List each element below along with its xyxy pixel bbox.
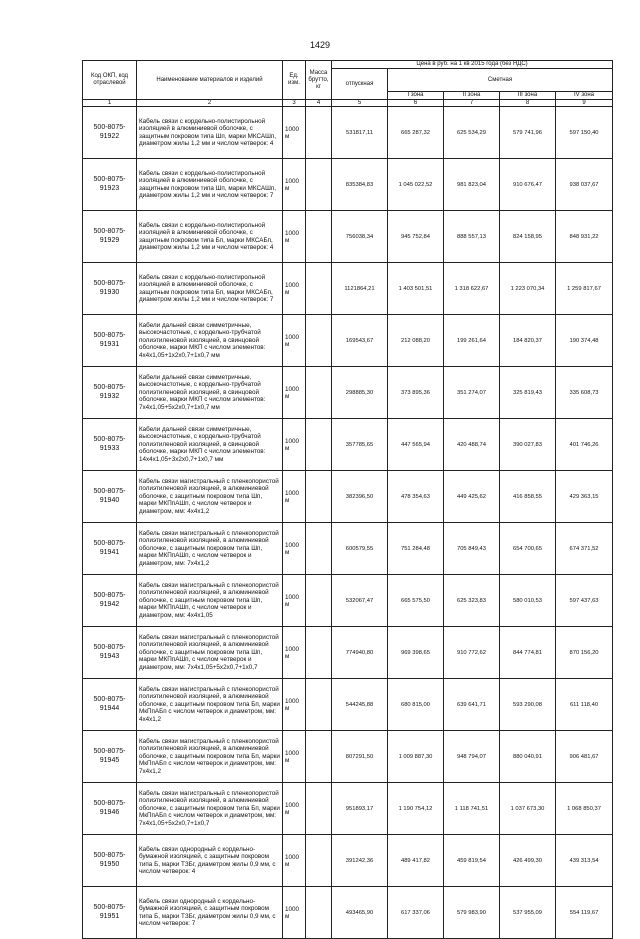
mass-cell — [306, 575, 332, 627]
unit-cell: 1000 м — [283, 835, 306, 887]
release-price-cell: 531817,11 — [332, 107, 388, 159]
table-body — [83, 107, 613, 939]
mass-cell — [306, 211, 332, 263]
zone-3-price-cell: 824 158,95 — [500, 211, 556, 263]
table-row — [83, 107, 613, 159]
okp-code-cell: 500-8075-91940 — [83, 471, 137, 523]
zone-2-price-cell: 351 274,07 — [444, 367, 500, 419]
table-row — [83, 887, 613, 939]
zone-1-price-cell: 969 398,65 — [388, 627, 444, 679]
okp-code-cell: 500-8075-91950 — [83, 835, 137, 887]
material-name-cell: Кабель связи с кордельно-полистирольной изоляцией в алюминиевой оболочке, с защитным покровом типа Шп, марки МКСАШп, диаметром жилы 1,2 мм и числом четверок: 4 — [137, 107, 283, 159]
release-price-cell: 600579,55 — [332, 523, 388, 575]
col-number: 6 — [388, 100, 444, 107]
zone-4-price-cell: 938 037,67 — [556, 159, 613, 211]
okp-code-cell: 500-8075-91946 — [83, 783, 137, 835]
zone-3-price-cell: 880 040,91 — [500, 731, 556, 783]
unit-cell: 1000 м — [283, 419, 306, 471]
okp-code-cell: 500-8075-91930 — [83, 263, 137, 315]
okp-code-cell: 500-8075-91941 — [83, 523, 137, 575]
mass-cell — [306, 679, 332, 731]
table-row — [83, 367, 613, 419]
table-row — [83, 523, 613, 575]
unit-cell: 1000 м — [283, 107, 306, 159]
okp-code-cell: 500-8075-91929 — [83, 211, 137, 263]
material-name-cell: Кабель связи магистральный с пленкопористой полиэтиленовой изоляцией, в алюминиевой оболочке, с защитным покровом типа Бп, марки МкПпАБп с числом четверок и диаметром, мм: 7х4х1,2 — [137, 731, 283, 783]
zone-3-price-cell: 654 700,65 — [500, 523, 556, 575]
unit-cell: 1000 м — [283, 679, 306, 731]
release-price-cell: 169543,67 — [332, 315, 388, 367]
mass-cell — [306, 471, 332, 523]
zone-1-price-cell: 680 815,00 — [388, 679, 444, 731]
release-price-cell: 835384,83 — [332, 159, 388, 211]
zone-1-price-cell: 373 895,36 — [388, 367, 444, 419]
zone-2-price-cell: 1 118 741,51 — [444, 783, 500, 835]
okp-code-cell: 500-8075-91942 — [83, 575, 137, 627]
table-row — [83, 731, 613, 783]
material-name-cell: Кабель связи магистральный с пленкопористой полиэтиленовой изоляцией, в алюминиевой оболочке, с защитным покровом типа Бп, марки МкПпАБп с числом четверок и диаметром, мм: 4х4х1,2 — [137, 679, 283, 731]
mass-cell — [306, 419, 332, 471]
material-name-cell: Кабель связи магистральный с пленкопористой полиэтиленовой изоляцией, в алюминиевой оболочке, с защитным покровом типа Шп, марки МКПпАШп, с числом четверок и диаметром, мм: 7х4х1,2 — [137, 523, 283, 575]
release-price-cell: 532067,47 — [332, 575, 388, 627]
zone-3-price-cell: 910 676,47 — [500, 159, 556, 211]
column-number-row — [83, 100, 613, 107]
zone-2-price-cell: 948 794,07 — [444, 731, 500, 783]
zone-2-price-cell: 910 772,62 — [444, 627, 500, 679]
unit-cell: 1000 м — [283, 887, 306, 939]
zone-3-price-cell: 1 037 673,30 — [500, 783, 556, 835]
okp-code-cell: 500-8075-91922 — [83, 107, 137, 159]
zone-3-price-cell: 390 027,83 — [500, 419, 556, 471]
release-price-cell: 807291,50 — [332, 731, 388, 783]
table-row — [83, 263, 613, 315]
material-name-cell: Кабели дальней связи симметричные, высокочастотные, с кордельно-трубчатой полиэтиленовой изоляцией, в свинцовой оболочке, марки МКП с числом элементов: 7х4х1,05+5х2х0,7+1х0,7 мм — [137, 367, 283, 419]
zone-1-price-cell: 1 403 501,51 — [388, 263, 444, 315]
header-estimate: Сметная — [388, 69, 613, 92]
mass-cell — [306, 731, 332, 783]
col-number: 8 — [500, 100, 556, 107]
table-row — [83, 419, 613, 471]
header-zone-2: II зона — [444, 92, 500, 100]
header-name: Наименование материалов и изделий — [137, 61, 283, 100]
table-row — [83, 835, 613, 887]
mass-cell — [306, 783, 332, 835]
zone-2-price-cell: 459 819,54 — [444, 835, 500, 887]
okp-code-cell: 500-8075-91932 — [83, 367, 137, 419]
header-price-group: Цена в руб. на 1 кв 2015 года (без НДС) — [332, 61, 613, 69]
unit-cell: 1000 м — [283, 523, 306, 575]
okp-code-cell: 500-8075-91923 — [83, 159, 137, 211]
material-name-cell: Кабели дальней связи симметричные, высокочастотные, с кордельно-трубчатой полиэтиленовой изоляцией, в свинцовой оболочке, марки МКП с числом элементов: 4х4х1,05+1х2х0,7+1х0,7 мм — [137, 315, 283, 367]
zone-4-price-cell: 401 746,26 — [556, 419, 613, 471]
zone-2-price-cell: 449 425,62 — [444, 471, 500, 523]
col-number: 2 — [137, 100, 283, 107]
zone-4-price-cell: 870 156,20 — [556, 627, 613, 679]
zone-3-price-cell: 593 290,08 — [500, 679, 556, 731]
unit-cell: 1000 м — [283, 575, 306, 627]
zone-3-price-cell: 1 223 070,34 — [500, 263, 556, 315]
zone-3-price-cell: 580 010,53 — [500, 575, 556, 627]
material-name-cell: Кабель связи магистральный с пленкопористой полиэтиленовой изоляцией, в алюминиевой оболочке, с защитным покровом типа Шп, марки МКПпАШп, с числом четверок и диаметром, мм: 4х4х1,05 — [137, 575, 283, 627]
mass-cell — [306, 835, 332, 887]
material-name-cell: Кабель связи однородный с кордельно-бумажной изоляцией, с защитным покровом типа Б, марки ТЗБг, диаметром жилы 0,9 мм, с числом четверок: 4 — [137, 835, 283, 887]
zone-3-price-cell: 537 955,09 — [500, 887, 556, 939]
material-name-cell: Кабель связи однородный с кордельно-бумажной изоляцией, с защитным покровом типа Б, марки ТЗБг, диаметром жилы 0,9 мм, с числом четверок: 7 — [137, 887, 283, 939]
mass-cell — [306, 523, 332, 575]
zone-4-price-cell: 848 931,22 — [556, 211, 613, 263]
zone-2-price-cell: 199 261,64 — [444, 315, 500, 367]
col-number: 5 — [332, 100, 388, 107]
release-price-cell: 756038,34 — [332, 211, 388, 263]
zone-4-price-cell: 554 119,67 — [556, 887, 613, 939]
release-price-cell: 1121864,21 — [332, 263, 388, 315]
release-price-cell: 382396,50 — [332, 471, 388, 523]
header-zone-4: IV зона — [556, 92, 613, 100]
unit-cell: 1000 м — [283, 471, 306, 523]
unit-cell: 1000 м — [283, 211, 306, 263]
unit-cell: 1000 м — [283, 731, 306, 783]
zone-2-price-cell: 705 849,43 — [444, 523, 500, 575]
zone-3-price-cell: 579 741,96 — [500, 107, 556, 159]
mass-cell — [306, 263, 332, 315]
table-row — [83, 315, 613, 367]
zone-1-price-cell: 665 575,50 — [388, 575, 444, 627]
zone-3-price-cell: 844 774,81 — [500, 627, 556, 679]
table-row — [83, 783, 613, 835]
price-table — [82, 60, 613, 939]
release-price-cell: 774940,80 — [332, 627, 388, 679]
col-number: 1 — [83, 100, 137, 107]
zone-2-price-cell: 625 534,29 — [444, 107, 500, 159]
zone-2-price-cell: 625 323,83 — [444, 575, 500, 627]
material-name-cell: Кабель связи магистральный с пленкопористой полиэтиленовой изоляцией, в алюминиевой оболочке, с защитным покровом типа Бп, марки МкПпАБп с числом четверок и диаметром, мм: 7х4х1,05+5х2х0,7+1х0,7 — [137, 783, 283, 835]
zone-1-price-cell: 665 287,32 — [388, 107, 444, 159]
col-number: 7 — [444, 100, 500, 107]
header-zone-3: III зона — [500, 92, 556, 100]
zone-1-price-cell: 489 417,82 — [388, 835, 444, 887]
zone-1-price-cell: 617 337,06 — [388, 887, 444, 939]
material-name-cell: Кабель связи магистральный с пленкопористой полиэтиленовой изоляцией, в алюминиевой оболочке, с защитным покровом типа Шп, марки МКПпАШп, с числом четверок и диаметром, мм: 7х4х1,05+5х2х0,7+1х0,7 — [137, 627, 283, 679]
zone-1-price-cell: 1 190 754,12 — [388, 783, 444, 835]
mass-cell — [306, 315, 332, 367]
table-row — [83, 159, 613, 211]
col-number: 4 — [306, 100, 332, 107]
unit-cell: 1000 м — [283, 315, 306, 367]
zone-2-price-cell: 888 557,13 — [444, 211, 500, 263]
material-name-cell: Кабели дальней связи симметричные, высокочастотные, с кордельно-трубчатой полиэтиленовой изоляцией, в свинцовой оболочке, марки МКП с числом элементов: 14х4х1,05+3х2х0,7+1х0,7 мм — [137, 419, 283, 471]
header-code: Код ОКП, код отраслевой — [83, 61, 137, 100]
okp-code-cell: 500-8075-91931 — [83, 315, 137, 367]
zone-2-price-cell: 639 641,71 — [444, 679, 500, 731]
header-release: отпускная — [332, 69, 388, 100]
unit-cell: 1000 м — [283, 263, 306, 315]
unit-cell: 1000 м — [283, 159, 306, 211]
zone-4-price-cell: 1 068 850,37 — [556, 783, 613, 835]
okp-code-cell: 500-8075-91951 — [83, 887, 137, 939]
zone-4-price-cell: 611 118,40 — [556, 679, 613, 731]
release-price-cell: 357785,65 — [332, 419, 388, 471]
mass-cell — [306, 887, 332, 939]
release-price-cell: 544245,88 — [332, 679, 388, 731]
zone-4-price-cell: 906 481,67 — [556, 731, 613, 783]
zone-2-price-cell: 420 488,74 — [444, 419, 500, 471]
header-mass: Масса брутто, кг — [306, 61, 332, 100]
mass-cell — [306, 627, 332, 679]
zone-3-price-cell: 426 499,30 — [500, 835, 556, 887]
zone-4-price-cell: 1 259 817,67 — [556, 263, 613, 315]
release-price-cell: 298885,30 — [332, 367, 388, 419]
okp-code-cell: 500-8075-91933 — [83, 419, 137, 471]
mass-cell — [306, 159, 332, 211]
zone-1-price-cell: 1 045 022,52 — [388, 159, 444, 211]
material-name-cell: Кабель связи с кордельно-полистирольной изоляцией в алюминиевой оболочке, с защитным покровом типа Шп, марки МКСАШп, диаметром жилы 1,2 мм и числом четверок: 7 — [137, 159, 283, 211]
col-number: 9 — [556, 100, 613, 107]
mass-cell — [306, 367, 332, 419]
zone-3-price-cell: 416 858,55 — [500, 471, 556, 523]
col-number: 3 — [283, 100, 306, 107]
zone-3-price-cell: 184 820,37 — [500, 315, 556, 367]
table-row — [83, 471, 613, 523]
okp-code-cell: 500-8075-91945 — [83, 731, 137, 783]
zone-1-price-cell: 751 284,48 — [388, 523, 444, 575]
table-row — [83, 211, 613, 263]
unit-cell: 1000 м — [283, 367, 306, 419]
release-price-cell: 951893,17 — [332, 783, 388, 835]
zone-2-price-cell: 579 983,90 — [444, 887, 500, 939]
page-number: 1429 — [309, 40, 331, 50]
zone-3-price-cell: 325 819,43 — [500, 367, 556, 419]
material-name-cell: Кабель связи с кордельно-полистирольной изоляцией в алюминиевой оболочке, с защитным покровом типа Бп, марки МКСАБп, диаметром жилы 1,2 мм и числом четверок: 4 — [137, 211, 283, 263]
zone-4-price-cell: 597 150,40 — [556, 107, 613, 159]
unit-cell: 1000 м — [283, 627, 306, 679]
zone-1-price-cell: 945 752,84 — [388, 211, 444, 263]
zone-4-price-cell: 597 437,63 — [556, 575, 613, 627]
header-unit: Ед. изм. — [283, 61, 306, 100]
table-row — [83, 679, 613, 731]
header-zone-1: I зона — [388, 92, 444, 100]
table-row — [83, 627, 613, 679]
zone-2-price-cell: 1 318 622,67 — [444, 263, 500, 315]
material-name-cell: Кабель связи с кордельно-полистирольной изоляцией в алюминиевой оболочке, с защитным покровом типа Бп, марки МКСАБп, диаметром жилы 1,2 мм и числом четверок: 7 — [137, 263, 283, 315]
zone-4-price-cell: 439 313,54 — [556, 835, 613, 887]
zone-4-price-cell: 429 363,15 — [556, 471, 613, 523]
okp-code-cell: 500-8075-91943 — [83, 627, 137, 679]
zone-1-price-cell: 478 354,63 — [388, 471, 444, 523]
zone-4-price-cell: 335 608,73 — [556, 367, 613, 419]
table-row — [83, 575, 613, 627]
zone-2-price-cell: 981 823,04 — [444, 159, 500, 211]
zone-4-price-cell: 190 374,48 — [556, 315, 613, 367]
zone-1-price-cell: 1 009 887,30 — [388, 731, 444, 783]
release-price-cell: 391242,36 — [332, 835, 388, 887]
material-name-cell: Кабель связи магистральный с пленкопористой полиэтиленовой изоляцией, в алюминиевой оболочке, с защитным покровом типа Шп, марки МКПпАШп, с числом четверок и диаметром, мм: 4х4х1,2 — [137, 471, 283, 523]
table-header — [83, 61, 613, 107]
mass-cell — [306, 107, 332, 159]
release-price-cell: 493465,90 — [332, 887, 388, 939]
zone-1-price-cell: 212 088,20 — [388, 315, 444, 367]
unit-cell: 1000 м — [283, 783, 306, 835]
okp-code-cell: 500-8075-91944 — [83, 679, 137, 731]
zone-4-price-cell: 674 371,52 — [556, 523, 613, 575]
zone-1-price-cell: 447 565,94 — [388, 419, 444, 471]
